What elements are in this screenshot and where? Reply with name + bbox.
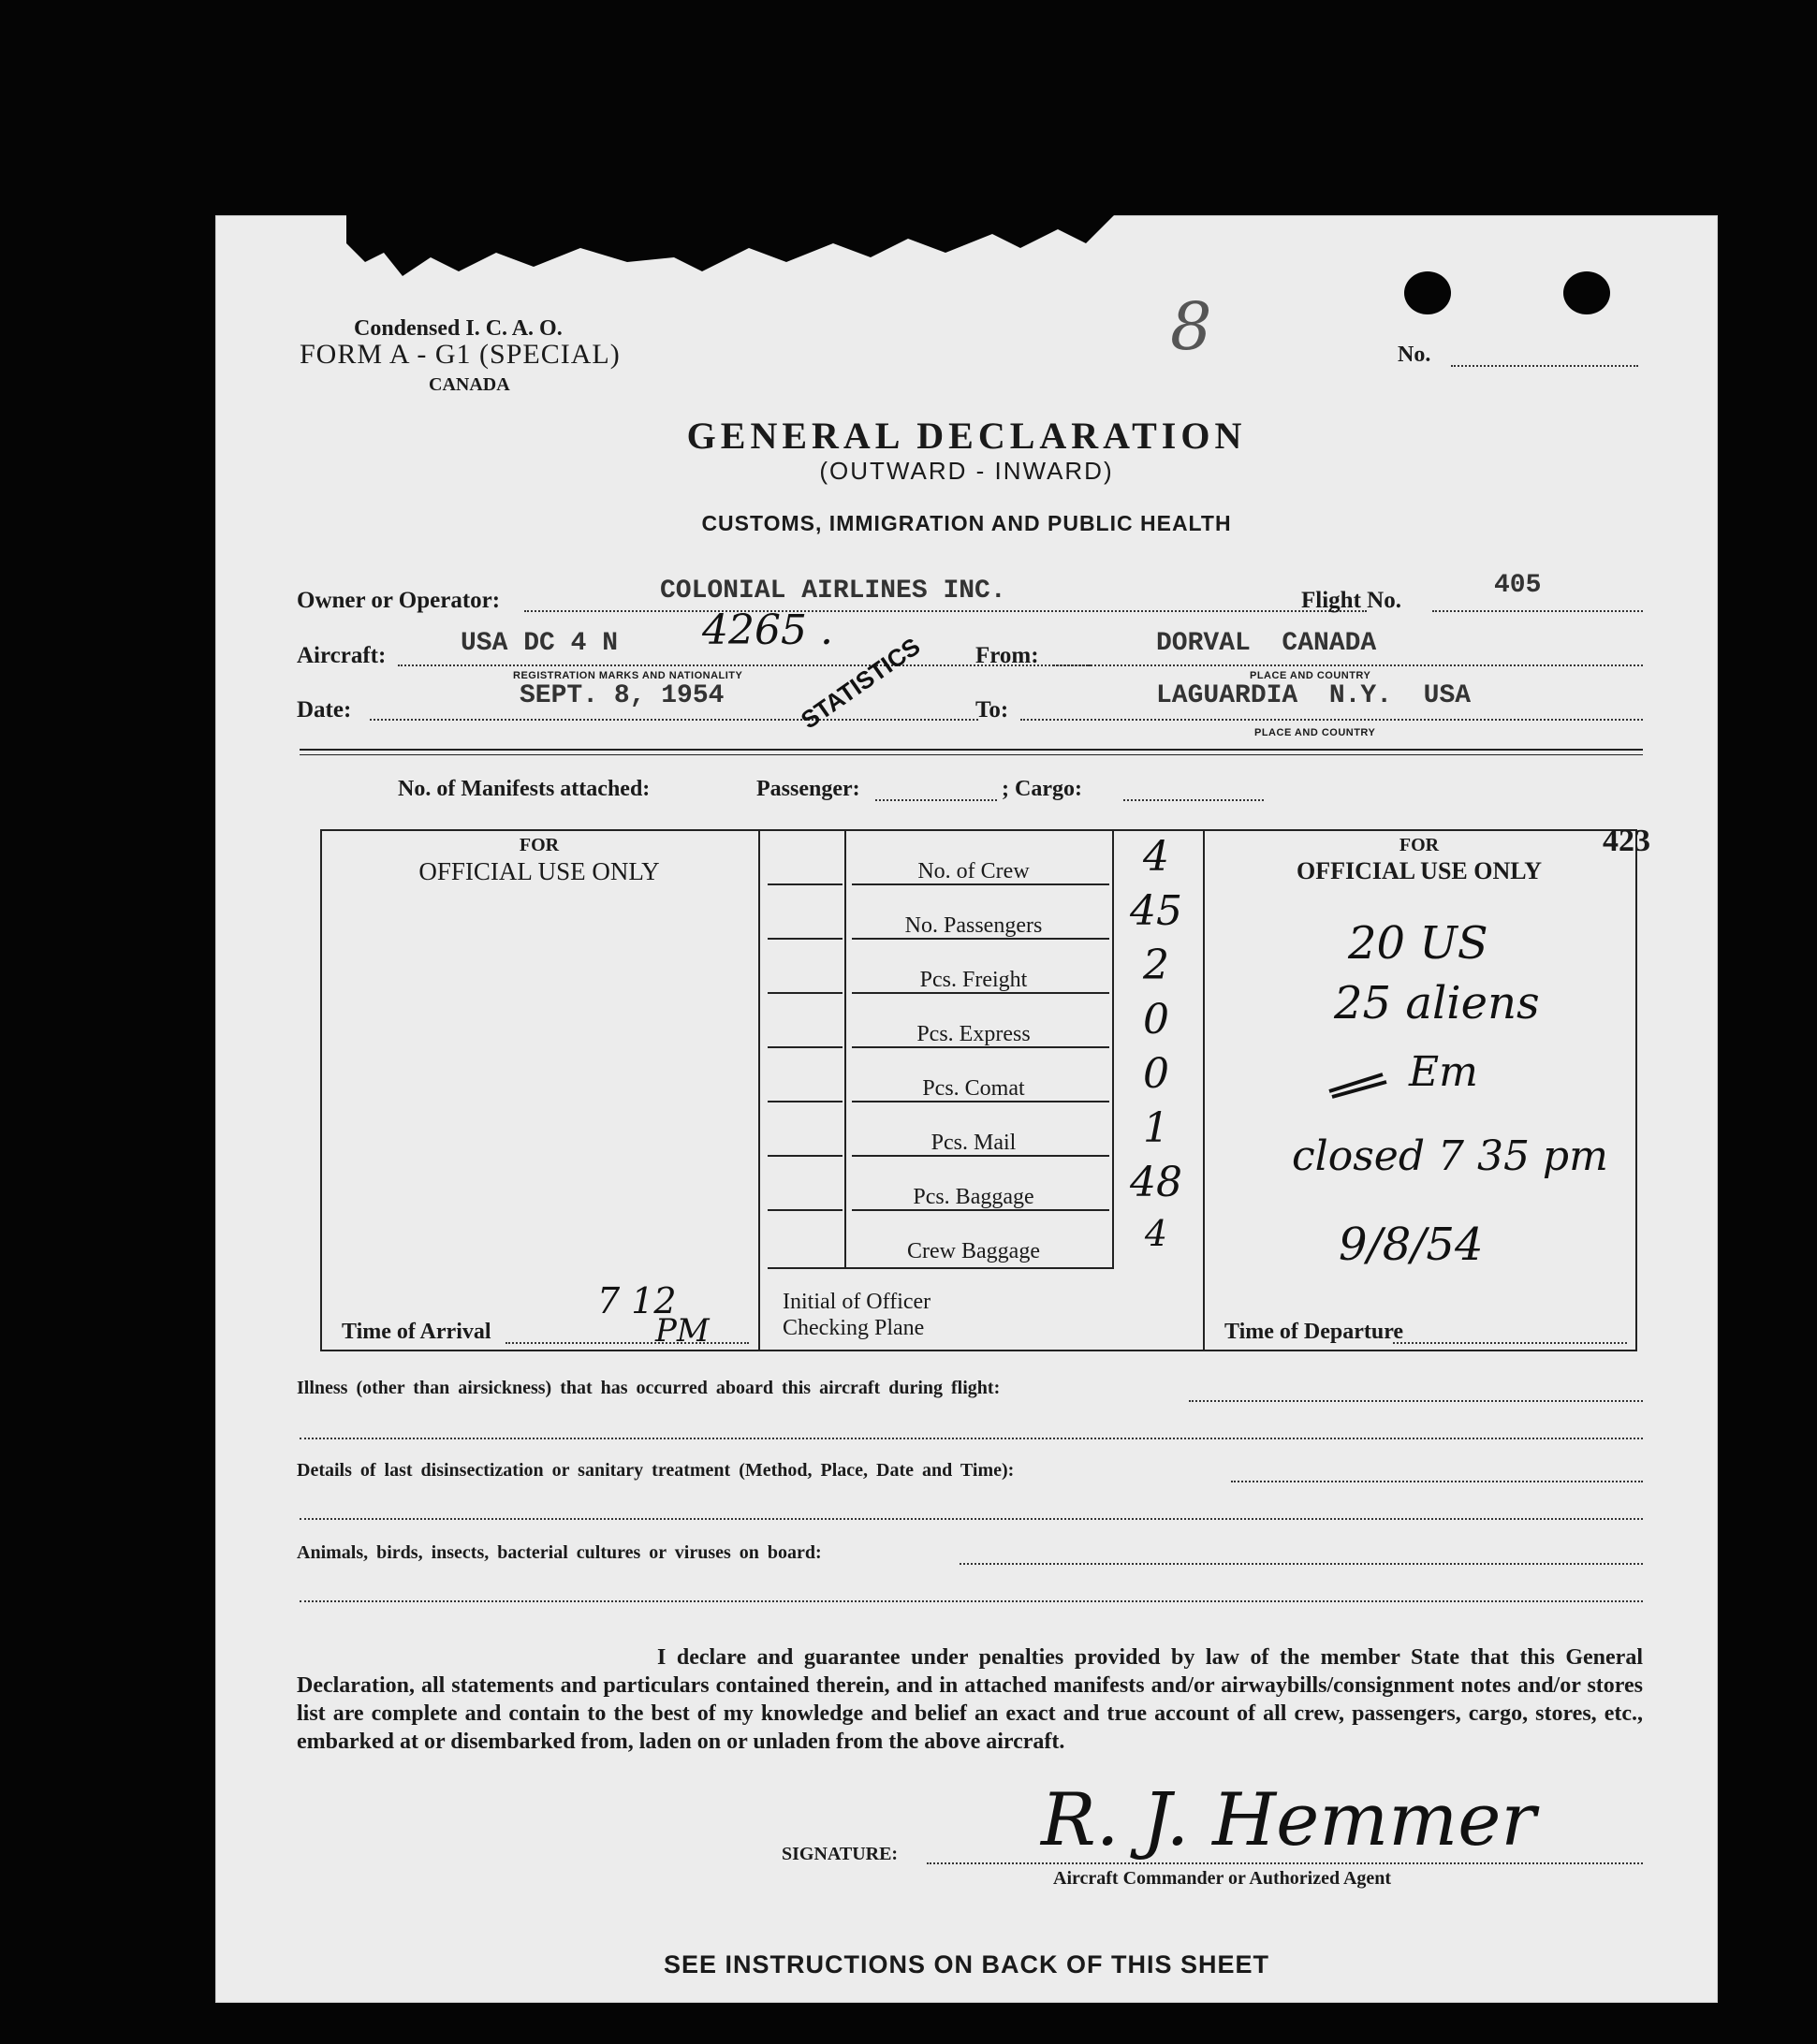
row-baggage [758,1159,1203,1213]
table-divider-4 [1203,829,1205,1351]
to-line [1020,719,1643,721]
signature-label: SIGNATURE: [782,1844,899,1864]
illness-label: Illness (other than airsickness) that has occurred aboard this aircraft during flight: [297,1378,1001,1398]
footer-instructions: SEE INSTRUCTIONS ON BACK OF THIS SHEET [663,1950,1270,1978]
statistics-stamp: STATISTICS [796,632,926,735]
signature-line[interactable] [927,1862,1643,1864]
row-express-label: Pcs. Express [916,1022,1031,1046]
left-official-label: OFFICIAL USE ONLY [418,857,660,885]
row-mail-label: Pcs. Mail [930,1131,1017,1155]
row-comat-value[interactable]: 0 [1143,1050,1169,1098]
table-top-rule [320,829,1635,831]
row-passengers-label: No. Passengers [904,913,1043,938]
no-label: No. [1398,343,1431,367]
signature-caption: Aircraft Commander or Authorized Agent [1053,1868,1392,1889]
flight-label: Flight No. [1301,588,1401,613]
from-label: From: [975,643,1039,668]
row-crew-baggage-label: Crew Baggage [907,1239,1040,1263]
row-baggage-label: Pcs. Baggage [913,1185,1034,1209]
departure-label: Time of Departure [1224,1320,1404,1344]
illness-line-2[interactable] [300,1438,1643,1439]
arrival-hand-time: 7 12 [597,1280,677,1321]
form-line-3: CANADA [429,374,510,395]
flight-line [1432,610,1643,612]
row-freight [758,942,1203,996]
place-caption-from: PLACE AND COUNTRY [1250,670,1371,681]
corner-number: 423 [1603,824,1650,858]
form-line-1: Condensed I. C. A. O. [354,316,563,341]
arrival-hand-pm: PM [655,1312,710,1350]
manifests-passenger-label: Passenger: [756,777,860,801]
form-line-2: FORM A - G1 (SPECIAL) [300,339,621,370]
officer-initial-label: Initial of Officer [783,1290,931,1314]
left-for-label: FOR [519,835,560,855]
header-rule-2 [300,754,1643,755]
note-closed: closed 7 35 pm [1292,1132,1608,1180]
row-express [758,996,1203,1050]
row-crew-label: No. of Crew [917,859,1030,883]
row-crew-value[interactable]: 4 [1143,833,1169,881]
departure-line[interactable] [1393,1342,1627,1344]
arrival-label: Time of Arrival [342,1320,491,1344]
right-for-label: FOR [1399,835,1440,855]
row-passengers [758,887,1203,942]
owner-label: Owner or Operator: [297,588,501,613]
table-bottom-rule [320,1350,1635,1351]
owner-value[interactable]: COLONIAL AIRLINES INC. [660,577,1006,606]
from-value[interactable]: DORVAL CANADA [1156,629,1377,658]
animals-label: Animals, birds, insects, bacterial cultures or viruses on board: [297,1542,822,1563]
torn-edge [346,206,1114,281]
declaration-form [215,215,1718,2003]
note-em: Em [1409,1048,1478,1096]
manifests-passenger-field[interactable] [875,799,997,801]
aircraft-value[interactable]: USA DC 4 N [461,629,619,658]
table-right-border [1635,829,1637,1351]
row-crew [758,833,1203,887]
binder-hole-left [1404,271,1451,314]
arrival-line[interactable] [506,1342,749,1344]
manifests-cargo-field[interactable] [1123,799,1264,801]
row-freight-label: Pcs. Freight [919,968,1028,992]
illness-line-1[interactable] [1189,1400,1643,1402]
note-us: 20 US [1348,917,1488,970]
officer-checking-label: Checking Plane [783,1316,925,1340]
disinsect-line-2[interactable] [300,1518,1643,1520]
pencil-mark: 8 [1170,288,1212,365]
page-title: GENERAL DECLARATION [686,415,1247,457]
date-value[interactable]: SEPT. 8, 1954 [520,681,725,710]
place-caption-to: PLACE AND COUNTRY [1254,727,1376,738]
to-value[interactable]: LAGUARDIA N.Y. USA [1156,681,1472,710]
signature-hand: R. J. Hemmer [1041,1778,1536,1862]
animals-line-1[interactable] [960,1563,1643,1565]
row-comat [758,1050,1203,1104]
page-subtitle: (OUTWARD - INWARD) [819,457,1114,485]
owner-line [524,610,1367,612]
note-date: 9/8/54 [1339,1219,1484,1271]
disinsect-label: Details of last disinsectization or sanitary treatment (Method, Place, Date and Time): [297,1460,1015,1481]
row-comat-label: Pcs. Comat [922,1076,1025,1101]
row-crew-baggage-value[interactable]: 4 [1144,1213,1168,1254]
aircraft-label: Aircraft: [297,643,387,668]
row-crew-baggage [758,1213,1203,1267]
declaration-text: I declare and guarantee under penalties provided by law of the member State that this General Declaration, all statements and particulars contained therein, and in attached manifests and/or airwaybills/consignment notes and/or stores list are complete and contain to the best of my knowledge and belief an exact and true account of all crew, passengers, cargo, stores, etc., embarked at or disembarked from, laden on or unladen from the above aircraft. [297,1645,1643,1754]
row-express-value[interactable]: 0 [1143,996,1169,1044]
right-official-label: OFFICIAL USE ONLY [1297,857,1542,884]
header-rule-1 [300,749,1643,751]
note-aliens: 25 aliens [1334,977,1540,1029]
row-mail [758,1104,1203,1159]
row-freight-value[interactable]: 2 [1143,942,1169,989]
manifests-cargo-label: ; Cargo: [1002,777,1082,801]
manifests-label: No. of Manifests attached: [398,777,651,801]
to-label: To: [975,697,1009,723]
note-em-strike [1325,1067,1390,1099]
disinsect-line-1[interactable] [1231,1481,1643,1482]
date-line [370,719,978,721]
registration-caption: REGISTRATION MARKS AND NATIONALITY [513,670,743,681]
date-label: Date: [297,697,352,723]
department-line: CUSTOMS, IMMIGRATION AND PUBLIC HEALTH [701,511,1232,535]
row-passengers-value[interactable]: 45 [1130,887,1182,935]
aircraft-hand-number: 4265 . [702,606,833,654]
animals-line-2[interactable] [300,1600,1643,1602]
binder-hole-right [1563,271,1610,314]
row-mail-value[interactable]: 1 [1143,1104,1169,1152]
from-line [1048,664,1643,666]
table-left-border [320,829,322,1351]
row-baggage-value[interactable]: 48 [1130,1159,1182,1206]
no-field-line [1451,365,1638,367]
flight-value[interactable]: 405 [1494,571,1542,600]
